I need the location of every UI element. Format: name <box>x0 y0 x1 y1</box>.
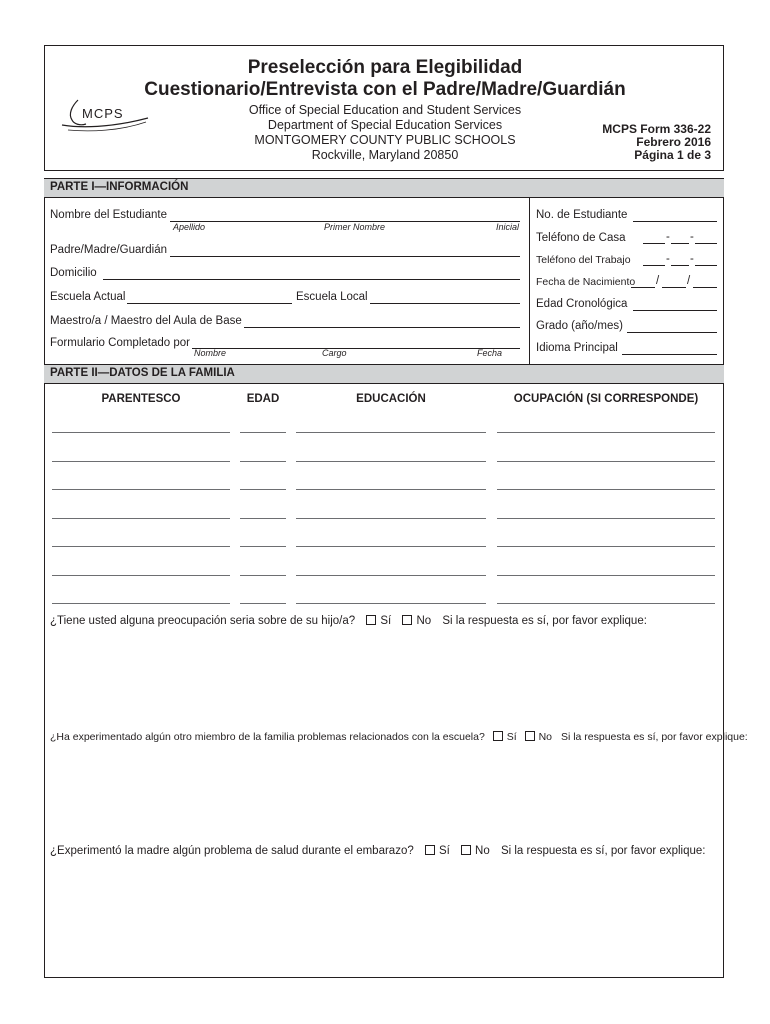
age-field[interactable] <box>633 310 717 311</box>
family-row-7-parentesco-field[interactable] <box>52 603 230 604</box>
family-row-4-edad-field[interactable] <box>240 518 286 519</box>
birth-date-sep-1: / <box>656 275 660 287</box>
mcps-logo-text: MCPS <box>82 106 124 121</box>
birth-date-field-3[interactable] <box>693 287 717 288</box>
sub-fecha: Fecha <box>477 348 503 358</box>
work-phone-field-1[interactable] <box>643 265 665 266</box>
birth-date-field-1[interactable] <box>631 287 655 288</box>
work-phone-field-2[interactable] <box>671 265 689 266</box>
local-school-label: Escuela Local <box>296 291 368 303</box>
student-no-label: No. de Estudiante <box>536 209 628 221</box>
home-phone-sep-1: - <box>666 231 670 243</box>
family-row-3-ocupacion-field[interactable] <box>497 489 715 490</box>
family-row-5-edad-field[interactable] <box>240 546 286 547</box>
part2-heading-band <box>44 364 724 384</box>
question-1-yes-checkbox[interactable] <box>366 615 376 625</box>
col-header-ocupacion: OCUPACIÓN (SI CORRESPONDE) <box>513 393 699 405</box>
col-header-parentesco: PARENTESCO <box>101 393 181 405</box>
student-name-label: Nombre del Estudiante <box>50 209 167 221</box>
page-label: Página 1 de 3 <box>634 148 711 162</box>
home-phone-sep-2: - <box>690 231 694 243</box>
form-number: MCPS Form 336-22 <box>602 122 711 136</box>
completed-by-label: Formulario Completado por <box>50 337 190 349</box>
family-row-1-ocupacion-field[interactable] <box>497 432 715 433</box>
question-3-no-checkbox[interactable] <box>461 845 471 855</box>
family-row-5-parentesco-field[interactable] <box>52 546 230 547</box>
question-1-no-label: No <box>416 615 432 627</box>
current-school-field[interactable] <box>127 303 292 304</box>
grade-label: Grado (año/mes) <box>536 320 623 332</box>
sub-cargo: Cargo <box>322 348 347 358</box>
birth-date-label: Fecha de Nacimiento <box>536 276 636 288</box>
address-label: Domicilio <box>50 267 97 279</box>
question-2-no-checkbox[interactable] <box>525 731 535 741</box>
question-1-text: ¿Tiene usted alguna preocupación seria sobre de su hijo/a? <box>50 615 356 627</box>
question-1 <box>50 615 647 627</box>
question-3 <box>50 845 706 857</box>
home-phone-label: Teléfono de Casa <box>536 232 626 244</box>
form-title-line1: Preselección para Elegibilidad <box>247 57 523 78</box>
question-2-no-label: No <box>538 731 553 743</box>
grade-field[interactable] <box>627 332 717 333</box>
family-row-3-edad-field[interactable] <box>240 489 286 490</box>
part1-column-divider <box>529 198 530 364</box>
sub-apellido: Apellido <box>173 222 206 232</box>
question-3-text: ¿Experimentó la madre algún problema de salud durante el embarazo? <box>50 845 414 857</box>
mcps-logo <box>60 98 150 134</box>
question-3-yes-label: Sí <box>438 845 450 857</box>
family-row-3-educacion-field[interactable] <box>296 489 486 490</box>
family-row-7-edad-field[interactable] <box>240 603 286 604</box>
col-header-edad: EDAD <box>246 393 280 405</box>
family-row-4-parentesco-field[interactable] <box>52 518 230 519</box>
question-2-answer-area[interactable] <box>50 749 718 837</box>
family-row-6-edad-field[interactable] <box>240 575 286 576</box>
address-field[interactable] <box>103 279 520 280</box>
question-1-answer-area[interactable] <box>50 633 718 721</box>
office-line-1: Office of Special Education and Student Services <box>248 103 522 117</box>
question-3-no-label: No <box>475 845 490 857</box>
family-row-7-educacion-field[interactable] <box>296 603 486 604</box>
family-row-1-parentesco-field[interactable] <box>52 432 230 433</box>
language-label: Idioma Principal <box>536 342 618 354</box>
work-phone-sep-2: - <box>690 253 694 265</box>
parent-field[interactable] <box>170 256 520 257</box>
family-row-5-educacion-field[interactable] <box>296 546 486 547</box>
current-school-label: Escuela Actual <box>50 291 126 303</box>
form-date: Febrero 2016 <box>636 135 711 149</box>
question-1-explain: Si la respuesta es sí, por favor explique: <box>442 615 647 627</box>
family-row-6-educacion-field[interactable] <box>296 575 486 576</box>
work-phone-field-3[interactable] <box>695 265 717 266</box>
family-row-2-parentesco-field[interactable] <box>52 461 230 462</box>
office-line-2: Department of Special Education Services <box>267 118 503 132</box>
office-line-3: MONTGOMERY COUNTY PUBLIC SCHOOLS <box>254 133 516 147</box>
part1-heading: PARTE I—INFORMACIÓN <box>50 181 189 193</box>
age-label: Edad Cronológica <box>536 298 628 310</box>
home-phone-field-2[interactable] <box>671 243 689 244</box>
question-3-yes-checkbox[interactable] <box>425 845 435 855</box>
parent-label: Padre/Madre/Guardián <box>50 244 167 256</box>
local-school-field[interactable] <box>370 303 520 304</box>
sub-nombre: Nombre <box>194 348 227 358</box>
work-phone-label: Teléfono del Trabajo <box>536 254 631 266</box>
family-row-1-edad-field[interactable] <box>240 432 286 433</box>
family-row-2-edad-field[interactable] <box>240 461 286 462</box>
family-row-7-ocupacion-field[interactable] <box>497 603 715 604</box>
family-row-5-ocupacion-field[interactable] <box>497 546 715 547</box>
question-2 <box>50 731 748 743</box>
home-phone-field-3[interactable] <box>695 243 717 244</box>
teacher-field[interactable] <box>244 327 520 328</box>
sub-inicial: Inicial <box>496 222 520 232</box>
home-phone-field-1[interactable] <box>643 243 665 244</box>
office-line-4: Rockville, Maryland 20850 <box>311 148 459 162</box>
sub-primer-nombre: Primer Nombre <box>324 222 386 232</box>
part1-heading-band <box>44 178 724 198</box>
question-2-yes-label: Sí <box>506 731 517 743</box>
form-title-line2: Cuestionario/Entrevista con el Padre/Madre/Guardián <box>144 79 626 100</box>
question-2-yes-checkbox[interactable] <box>493 731 503 741</box>
family-row-6-ocupacion-field[interactable] <box>497 575 715 576</box>
completed-by-field[interactable] <box>192 348 520 349</box>
question-3-answer-area[interactable] <box>50 863 718 971</box>
family-row-4-educacion-field[interactable] <box>296 518 486 519</box>
student-no-field[interactable] <box>633 221 717 222</box>
question-2-text: ¿Ha experimentado algún otro miembro de la familia problemas relacionados con la escuela? <box>50 731 485 743</box>
work-phone-sep-1: - <box>666 253 670 265</box>
family-row-6-parentesco-field[interactable] <box>52 575 230 576</box>
language-field[interactable] <box>622 354 717 355</box>
family-row-2-educacion-field[interactable] <box>296 461 486 462</box>
birth-date-field-2[interactable] <box>662 287 686 288</box>
question-1-yes-label: Sí <box>380 615 392 627</box>
question-2-explain: Si la respuesta es sí, por favor explique: <box>560 731 748 743</box>
family-row-1-educacion-field[interactable] <box>296 432 486 433</box>
question-3-explain: Si la respuesta es sí, por favor explique: <box>500 845 706 857</box>
family-row-3-parentesco-field[interactable] <box>52 489 230 490</box>
col-header-educacion: EDUCACIÓN <box>356 393 426 405</box>
question-1-no-checkbox[interactable] <box>402 615 412 625</box>
family-row-4-ocupacion-field[interactable] <box>497 518 715 519</box>
part2-heading: PARTE II—DATOS DE LA FAMILIA <box>50 367 235 379</box>
teacher-label: Maestro/a / Maestro del Aula de Base <box>50 315 242 327</box>
birth-date-sep-2: / <box>687 275 691 287</box>
family-row-2-ocupacion-field[interactable] <box>497 461 715 462</box>
